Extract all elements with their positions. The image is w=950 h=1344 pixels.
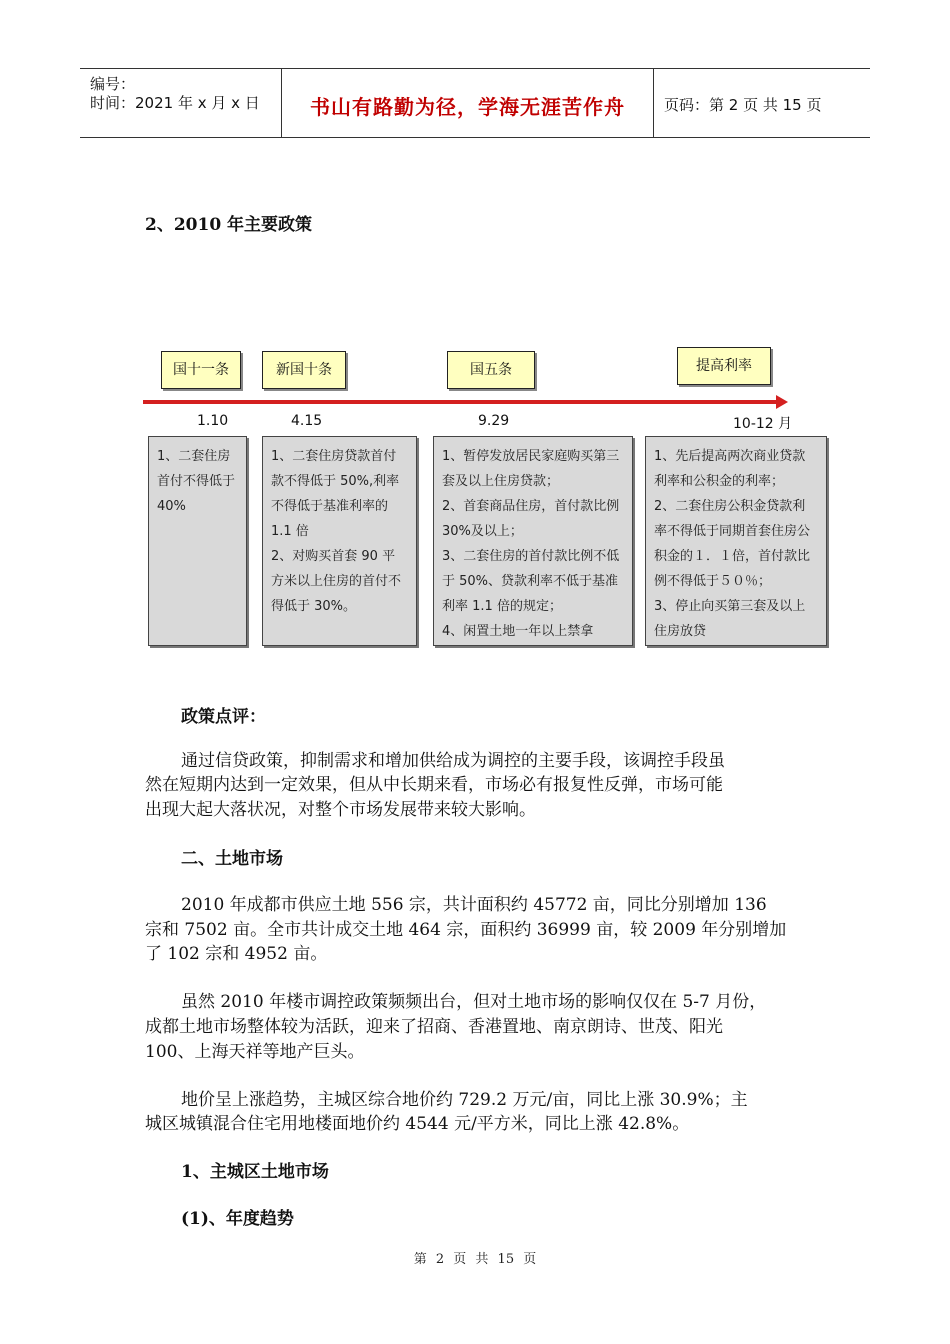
policy-item: 3、二套住房的首付款比例不低于 50%、贷款利率不低于基准利率 1.1 倍的规定； — [442, 549, 620, 614]
time-label: 时间：2021 年 x 月 x 日 — [90, 94, 260, 112]
policy-item: 1、先后提高两次商业贷款利率和公积金的利率； — [654, 449, 806, 489]
policy-box-4 — [645, 436, 827, 646]
timeline-date-1: 1.10 — [197, 413, 229, 429]
land-para1-line: 宗和 7502 亩。全市共计成交土地 464 宗，面积约 36999 亩，较 2009 年分别增加 — [145, 920, 787, 940]
land-para1-line: 了 102 宗和 4952 亩。 — [145, 944, 328, 964]
timeline-date-4: 10-12 月 — [733, 416, 793, 432]
land-para2-line: 100、上海天祥等地产巨头。 — [145, 1042, 365, 1062]
timeline-label-1: 国十一条 — [161, 351, 241, 389]
policy-item: 1、二套住房贷款首付款不得低于 50%,利率不得低于基准利率的 1.1 倍 — [271, 449, 400, 539]
timeline-date-3: 9.29 — [478, 413, 510, 429]
header-page-cell — [654, 69, 870, 137]
timeline-axis — [143, 400, 780, 404]
land-para1-line: 2010 年成都市供应土地 556 宗，共计面积约 45772 亩，同比分别增加 136 — [181, 895, 767, 915]
policy-box-1 — [148, 436, 247, 646]
timeline-label-3: 国五条 — [447, 351, 535, 389]
subsection-title: (1)、年度趋势 — [181, 1209, 294, 1229]
section-title-policy: 2、2010 年主要政策 — [145, 215, 313, 235]
comment-line: 通过信贷政策，抑制需求和增加供给成为调控的主要手段，该调控手段虽 — [181, 751, 725, 771]
subsection-title: 1、主城区土地市场 — [181, 1162, 329, 1182]
code-label: 编号： — [90, 75, 136, 93]
header-motto-cell — [282, 69, 654, 137]
comment-title: 政策点评： — [181, 707, 266, 727]
policy-item: 3、停止向买第三套及以上住房放贷 — [654, 599, 806, 639]
comment-line: 出现大起大落状况，对整个市场发展带来较大影响。 — [145, 800, 536, 820]
policy-item: 2、二套住房公积金贷款利率不得低于同期首套住房公积金的１．１倍，首付款比例不得低于５０％； — [654, 499, 811, 589]
header-motto: 书山有路勤为径，学海无涯苦作舟 — [310, 95, 625, 119]
header-left-cell — [80, 69, 282, 137]
timeline-label-2: 新国十条 — [262, 351, 346, 389]
policy-box-2 — [262, 436, 417, 646]
land-para2-line: 成都土地市场整体较为活跃，迎来了招商、香港置地、南京朗诗、世茂、阳光 — [145, 1017, 723, 1037]
comment-line: 然在短期内达到一定效果，但从中长期来看，市场必有报复性反弹，市场可能 — [145, 775, 723, 795]
policy-item: 1、暂停发放居民家庭购买第三套及以上住房贷款； — [442, 449, 620, 489]
timeline-arrow-icon — [776, 395, 788, 409]
policy-item: 2、对购买首套 90 平方米以上住房的首付不得低于 30%。 — [271, 549, 402, 614]
policy-item: 4、闲置土地一年以上禁拿 — [442, 624, 594, 639]
timeline-label-4: 提高利率 — [677, 347, 771, 385]
land-para3-line: 地价呈上涨趋势，主城区综合地价约 729.2 万元/亩，同比上涨 30.9%；主 — [181, 1090, 748, 1110]
timeline-date-2: 4.15 — [291, 413, 323, 429]
policy-item: 2、首套商品住房，首付款比例 30%及以上； — [442, 499, 620, 539]
policy-item: 1、二套住房首付不得低于 40% — [157, 449, 236, 514]
section-title-land: 二、土地市场 — [181, 849, 283, 869]
policy-box-3 — [433, 436, 633, 646]
land-para2-line: 虽然 2010 年楼市调控政策频频出台，但对土地市场的影响仅仅在 5-7 月份， — [181, 992, 767, 1012]
page-footer: 第 2 页 共 15 页 — [413, 1252, 537, 1267]
header-page-info: 页码：第 2 页 共 15 页 — [664, 96, 822, 114]
page-header — [80, 68, 870, 138]
land-para3-line: 城区城镇混合住宅用地楼面地价约 4544 元/平方米，同比上涨 42.8%。 — [145, 1114, 690, 1134]
